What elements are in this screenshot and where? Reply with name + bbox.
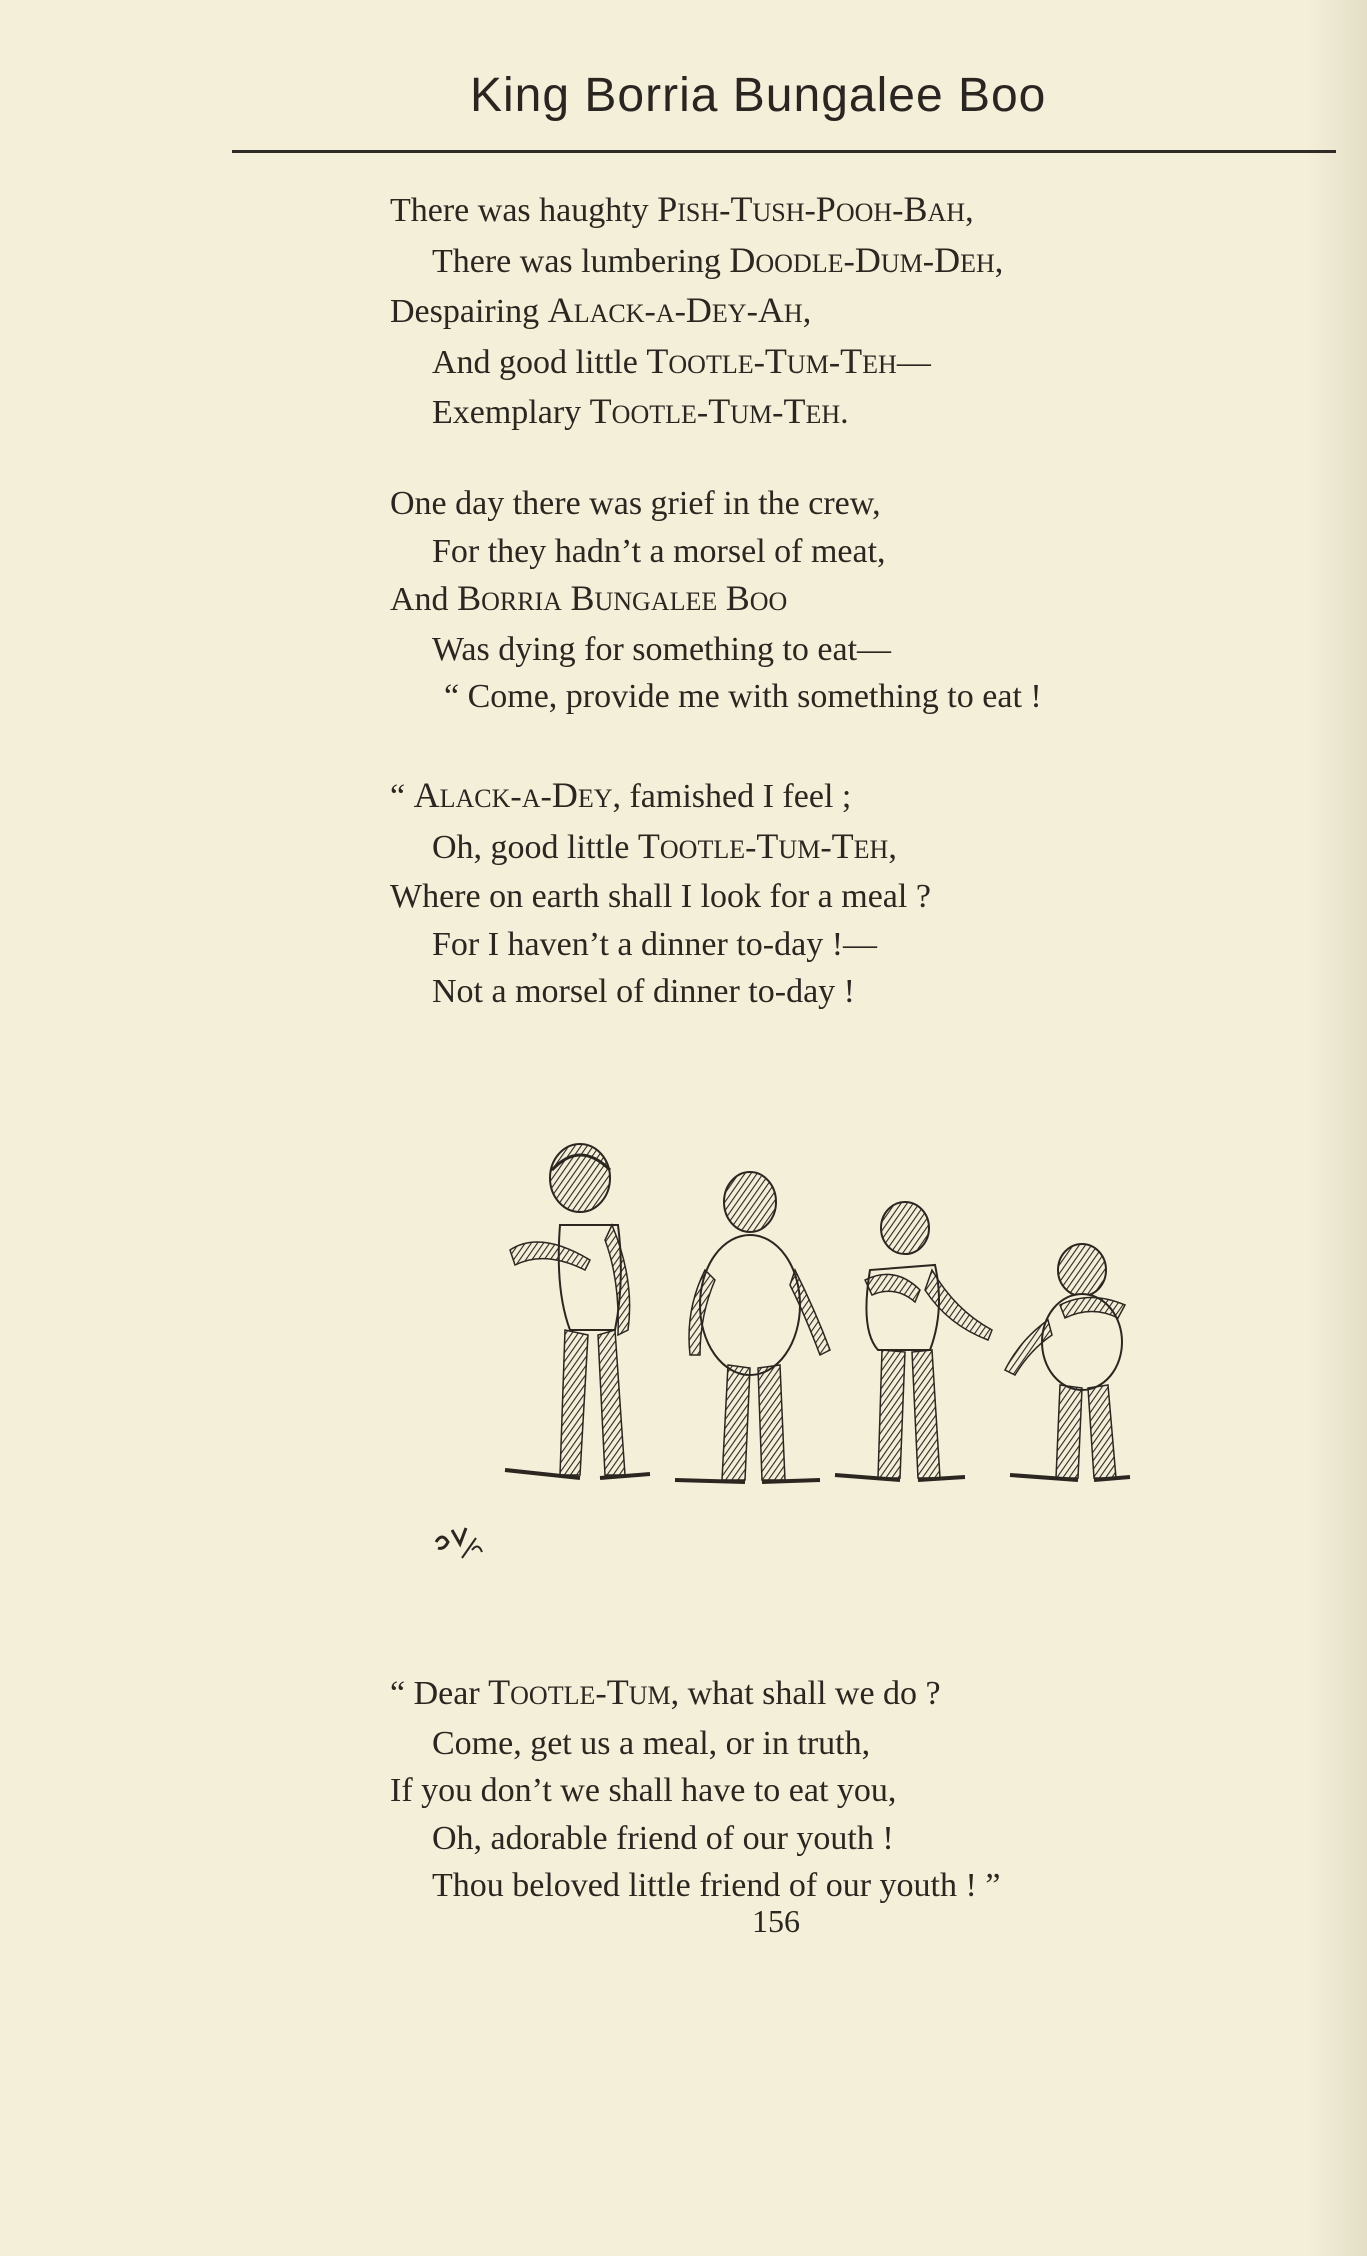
verse-line: One day there was grief in the crew, [390,485,881,522]
verse-line: Exemplary TOOTLE-TUM-TEH. [432,391,849,431]
verse-line: And good little TOOTLE-TUM-TEH— [432,340,931,381]
verse-line: Where on earth shall I look for a meal ? [390,878,931,915]
artist-monogram [432,1520,502,1570]
verse-line: “ Dear TOOTLE-TUM, what shall we do ? [390,1672,941,1712]
proper-name: BORRIA BUNGALEE BOO [457,578,788,618]
verse-line: Come, get us a meal, or in truth, [432,1724,871,1762]
proper-name: PISH-TUSH-POOH-BAH [657,189,966,229]
four-figures-illustration [500,1130,1140,1500]
figure-4 [1005,1244,1130,1480]
proper-name: ALACK-A-DEY [413,775,613,815]
verse-line: If you don’t we shall have to eat you, [390,1772,897,1809]
verse-line: There was haughty PISH-TUSH-POOH-BAH, [390,189,974,229]
verse-line: Oh, adorable friend of our youth ! [432,1819,894,1857]
figure-2 [675,1172,830,1482]
verse-line: Despairing ALACK-A-DEY-AH, [390,290,812,330]
figure-1 [505,1144,650,1478]
proper-name: TOOTLE-TUM-TEH [646,340,897,381]
verse-line: “ ALACK-A-DEY, famished I feel ; [390,775,852,815]
verse-line: Thou beloved little friend of our youth ! ” [432,1867,1001,1904]
proper-name: TOOTLE-TUM-TEH [637,825,889,866]
verse-line: For I haven’t a dinner to-day !— [432,925,878,963]
verse-line: Not a morsel of dinner to-day ! [432,973,855,1010]
proper-name: TOOTLE-TUM-TEH [589,391,841,431]
verse-line: Oh, good little TOOTLE-TUM-TEH, [432,825,897,866]
proper-name: ALACK-A-DEY-AH [547,290,803,330]
stanza-3 [390,772,1290,1016]
verse-line: Was dying for something to eat— [432,630,892,668]
stanza-2 [390,480,1290,721]
verse-line: And BORRIA BUNGALEE BOO [390,578,788,618]
proper-name: TOOTLE-TUM [488,1672,671,1712]
page-number: 156 [752,1903,800,1939]
verse-line: For they hadn’t a morsel of meat, [432,532,886,570]
page-edge-shadow [1307,0,1367,2256]
figure-3 [835,1202,992,1480]
proper-name: DOODLE-DUM-DEH [729,239,995,280]
stanza-1 [390,186,1290,439]
stanza-4 [390,1669,1290,1910]
running-head: King Borria Bungalee Boo [470,69,1047,122]
header-rule [232,150,1336,153]
verse-line: There was lumbering DOODLE-DUM-DEH, [432,239,1004,280]
verse-line: “ Come, provide me with something to eat ! [444,678,1042,715]
